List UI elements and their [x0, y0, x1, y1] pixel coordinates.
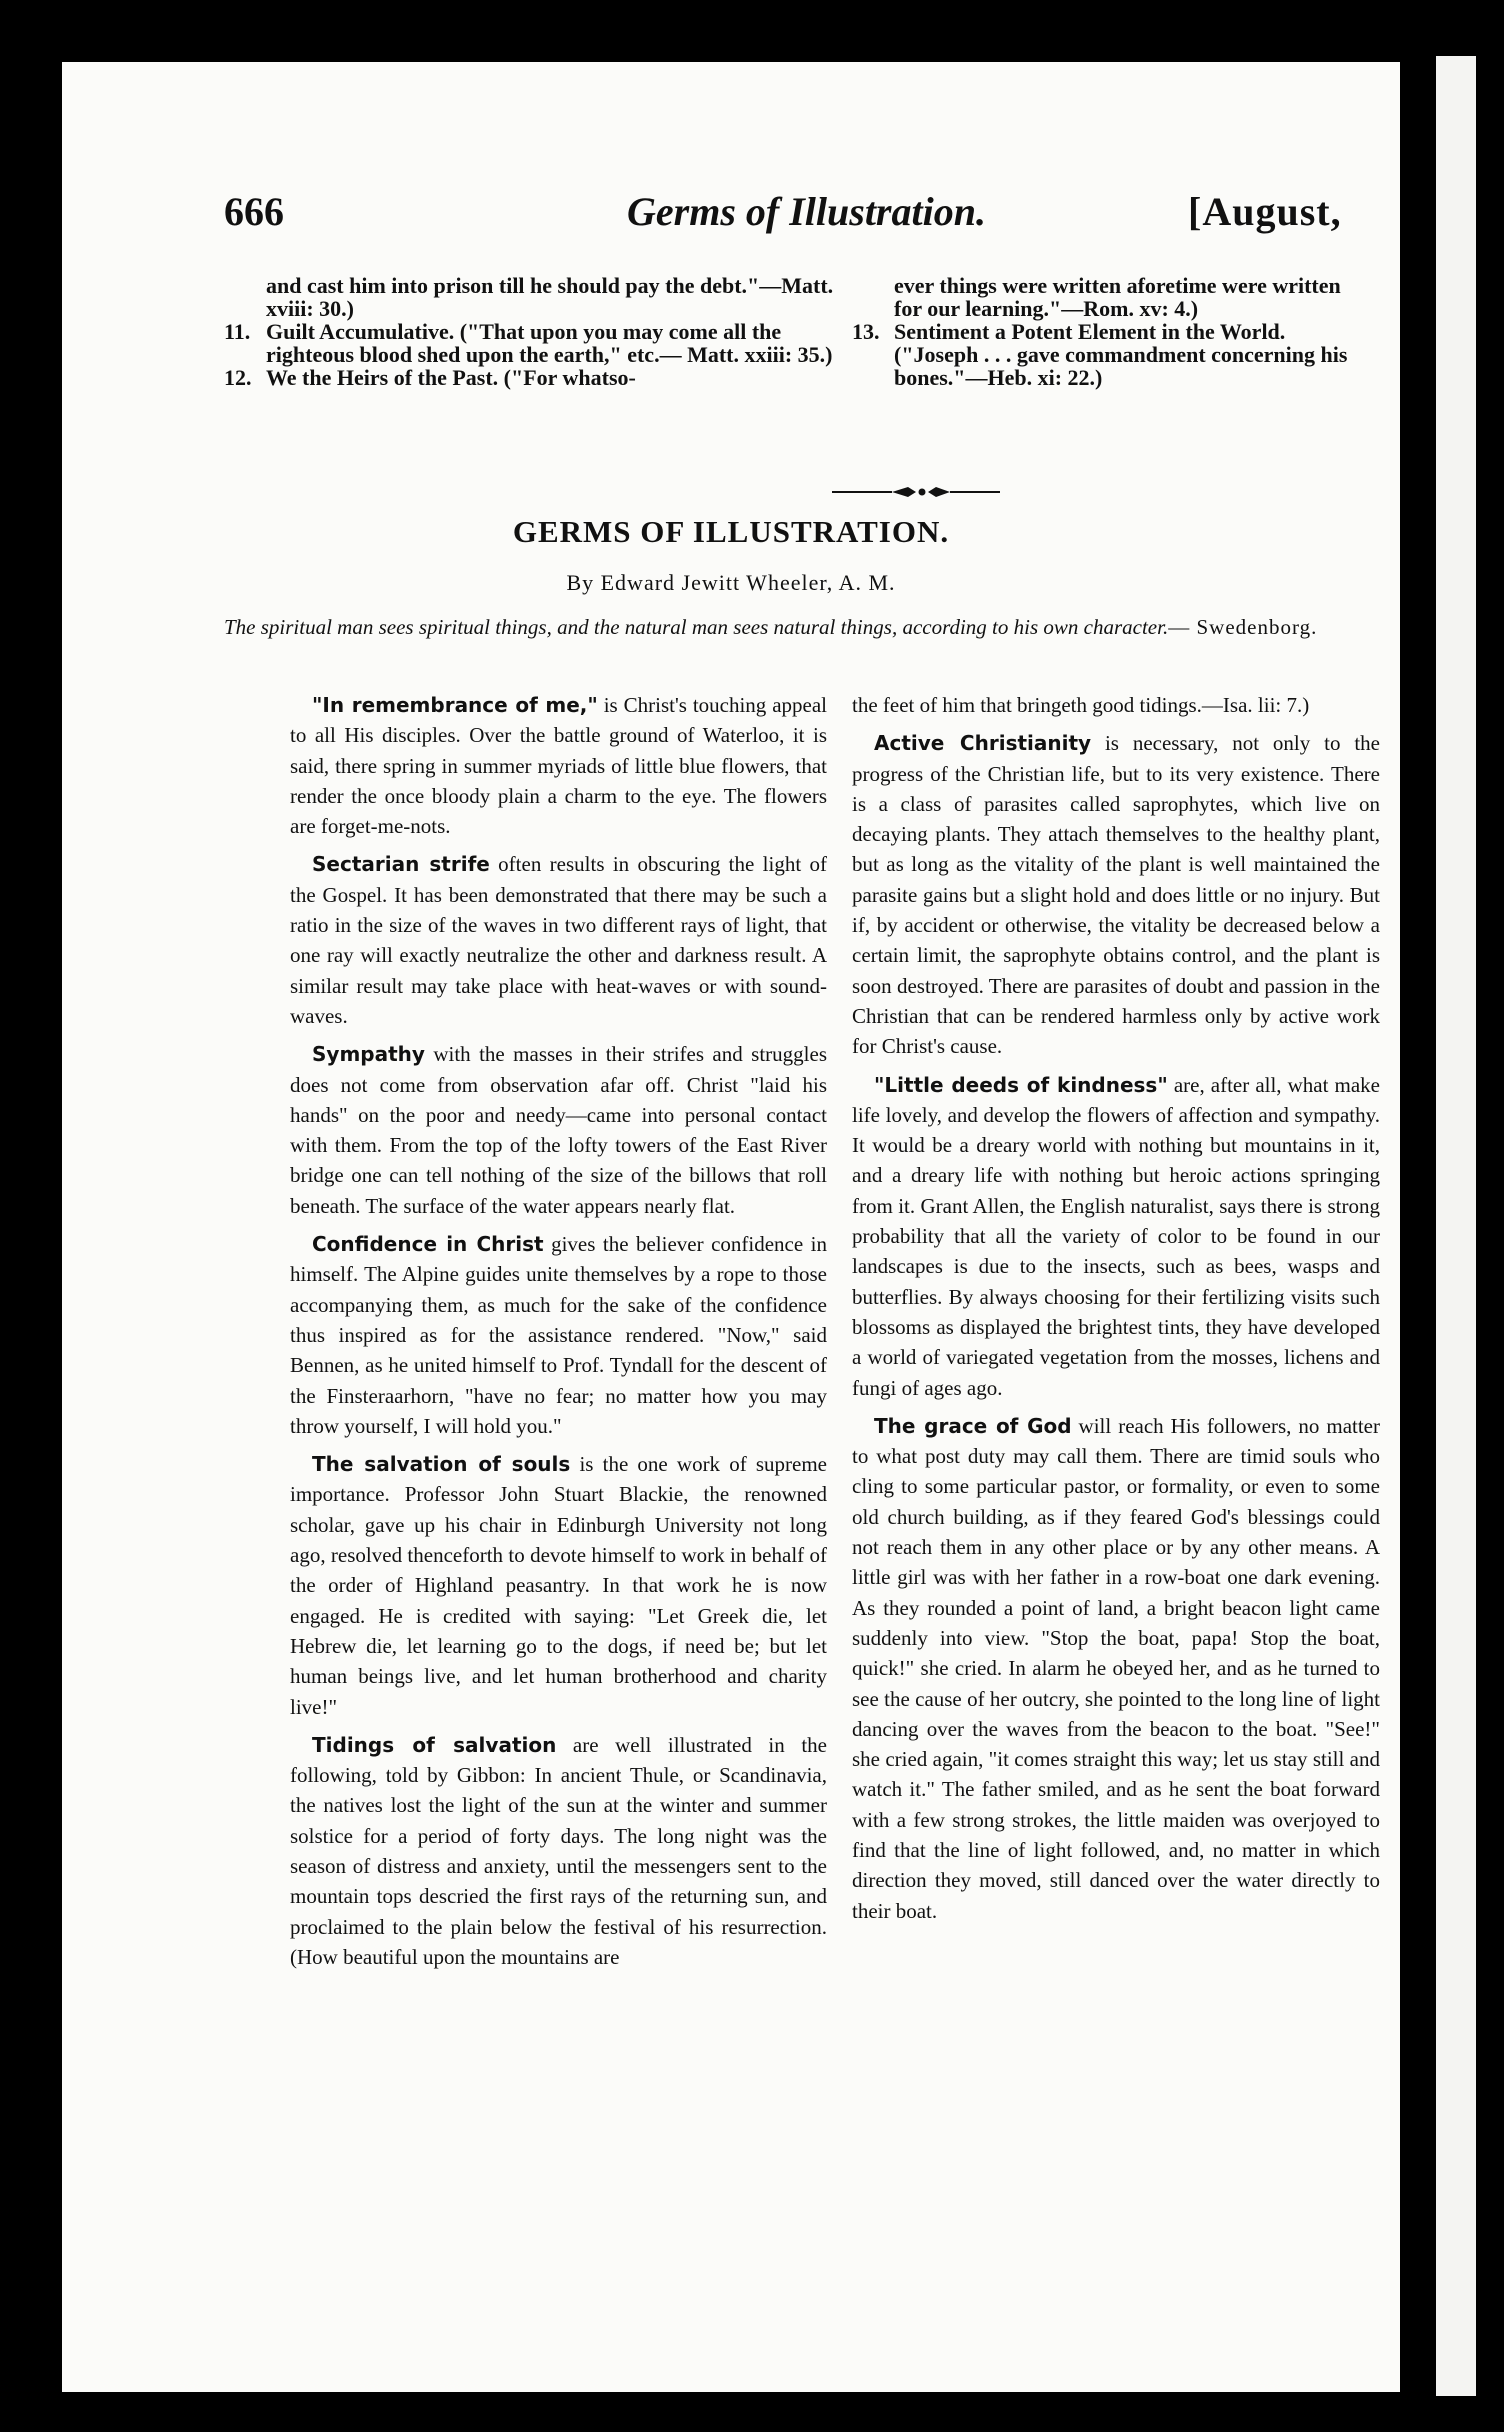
book-page [62, 62, 1400, 2392]
outline-item [224, 274, 834, 320]
paragraph-text: with the masses in their strifes and struggles does not come from observation afar off. Christ "laid his hands" on the poor and needy—came into personal contact with them. From the top of the lofty towers of the East River bridge one can tell nothing of the size of the billows that roll beneath. The surface of the water appears nearly flat. [290, 1042, 827, 1218]
sermon-outline-list-left [224, 274, 834, 389]
paragraph-text: is the one work of supreme importance. Professor John Stuart Blackie, the renowned scholar, gave up his chair in Edinburgh University not long ago, resolved thenceforth to devote himself to work in behalf of the order of Highland peasantry. In that work he is now engaged. He is credited with saying: "Let Greek die, let Hebrew die, let learning go to the dogs, if need be; but let human beings live, and let human brotherhood and charity live!" [290, 1452, 827, 1719]
continued-paragraph: the feet of him that bringeth good tidings.—Isa. lii: 7.) [852, 693, 1310, 717]
illustration-paragraph [290, 849, 827, 1031]
illustration-paragraph [852, 1411, 1380, 1926]
illustration-paragraph [290, 690, 827, 841]
page-header [62, 188, 1400, 258]
paragraph-keyword: Sympathy [312, 1042, 425, 1067]
outline-item-text: Sentiment a Potent Element in the World. ("Joseph . . . gave commandment concerning his bones."—Heb. xi: 22.) [894, 319, 1348, 390]
outline-item [852, 274, 1372, 320]
epigraph [224, 610, 1374, 644]
paragraph-text: gives the believer confidence in himself. The Alpine guides unite themselves by a rope to those accompanying them, as much for the sake of the confidence thus inspired as for the assistance rendered. "Now," said Bennen, as he united himself to Prof. Tyndall for the descent of the Finsteraarhorn, "have no fear; no matter how you may throw yourself, I will hold you." [290, 1232, 828, 1438]
article-title: GERMS OF ILLUSTRATION. [512, 514, 950, 549]
paragraph-text: will reach His followers, no matter to what post duty may call them. There are timid souls who cling to some particular pastor, or formality, or even to some old church building, as if they feared God's blessings could not reach them in any other place or by any other means. A little girl was with her father in a row-boat one dark evening. As they rounded a point of land, a bright beacon light came suddenly into view. "Stop the boat, papa! Stop the boat, quick!" she cried. In alarm he obeyed her, and as he turned to see the cause of her outcry, she pointed to the long line of light dancing over the waves from the beacon to the boat. "See!" she cried again, "it comes straight this way; let us stay still and watch it." The father smiled, and as he sent the boat forward with a few strong strokes, the little maiden was overjoyed to find that the line of light followed, and, no matter in which direction they moved, still danced over the water directly to their boat. [852, 1413, 1380, 1923]
outline-item-number: 13. [852, 319, 880, 344]
outline-item-text: We the Heirs of the Past. ("For whatso- [266, 365, 636, 390]
left-text-column [290, 690, 827, 1980]
epigraph-quote: The spiritual man sees spiritual things, and the natural man sees natural things, according to his own character. [224, 615, 1169, 639]
outline-item-number: 11. [224, 319, 251, 344]
illustration-paragraph [290, 1730, 827, 1972]
illustration-paragraph [290, 1229, 827, 1441]
outline-item [224, 320, 834, 366]
sermon-outline-list-right [852, 274, 1372, 389]
outline-item-text: and cast him into prison till he should pay the debt."—Matt. xviii: 30.) [266, 273, 834, 321]
paragraph-text: are, after all, what make life lovely, and develop the flowers of affection and sympathy. It would be a dreary world with nothing but mountains in it, and a dreary life with nothing but heroic actions springing from it. Grant Allen, the English naturalist, says there is strong probability that all the variety of color to be found in our landscapes is due to the insects, such as bees, wasps and butterflies. By always choosing for their fertilizing visits such blossoms as displayed the brightest tints, they have developed a world of variegated vegetation from the mosses, lichens and fungi of ages ago. [852, 1072, 1380, 1400]
page-number: 666 [224, 189, 284, 234]
paragraph-keyword: Confidence in Christ [312, 1232, 544, 1257]
paragraph-text: often results in obscuring the light of the Gospel. It has been demonstrated that there may be such a ratio in the size of the waves in two different rays of light, that one ray will exactly neutralize the other and darkness result. A similar result may take place with heat-waves or with sound-waves. [290, 852, 827, 1028]
illustration-paragraph [852, 1070, 1380, 1403]
paragraph-keyword: "In remembrance of me," [312, 693, 598, 717]
paragraph-keyword: The grace of God [874, 1413, 1072, 1438]
illustration-paragraph [290, 1039, 827, 1221]
paragraph-keyword: Active Christianity [874, 731, 1092, 756]
paragraph-keyword: Sectarian strife [312, 852, 490, 877]
outline-item-number: 12. [224, 365, 252, 390]
paragraph-keyword: "Little deeds of kindness" [874, 1072, 1168, 1097]
paragraph-text: are well illustrated in the following, told by Gibbon: In ancient Thule, or Scandinavia, the natives lost the light of the sun at the winter and summer solstice for a period of forty days. The long night was the season of distress and anxiety, until the messengers sent to the mountain tops descried the first rays of the returning sun, and proclaimed to the plain below the festival of his resurrection. (How beautiful upon the mountains are [290, 1732, 827, 1969]
running-title: Germs of Illustration. [627, 189, 986, 234]
running-month: [August, [1188, 189, 1342, 234]
epigraph-author: — Swedenborg. [1168, 615, 1318, 639]
outline-item-text: ever things were written aforetime were written for our learning."—Rom. xv: 4.) [894, 273, 1341, 321]
right-text-column [852, 690, 1380, 1934]
paragraph-text: is necessary, not only to the progress of the Christian life, but to its very existence. There is a class of parasites called saprophytes, which live on decaying plants. They attach themselves to the healthy plant, but as long as the vitality of the plant is well maintained the parasite gains but a slight hold and does little or no injury. But if, by accident or otherwise, the vitality be decreased below a certain limit, the saprophyte obtains control, and the plant is soon destroyed. There are parasites of doubt and passion in the Christian that can be rendered harmless only by active work for Christ's cause. [852, 731, 1380, 1059]
paragraph-text: is Christ's touching appeal to all His disciples. Over the battle ground of Waterloo, it is said, there spring in summer myriads of little blue flowers, that render the once bloody plain a charm to the eye. The flowers are forget-me-nots. [290, 693, 828, 839]
ornamental-divider [832, 486, 1000, 498]
adjacent-page-edge [1436, 56, 1476, 2396]
outline-item [224, 366, 834, 389]
outline-item-text: Guilt Accumulative. ("That upon you may come all the righteous blood shed upon the earth," etc.— Matt. xxiii: 35.) [266, 319, 833, 367]
article-byline: By Edward Jewitt Wheeler, A. M. [566, 570, 896, 595]
illustration-paragraph [290, 1449, 827, 1722]
illustration-paragraph [852, 728, 1380, 1061]
outline-item [852, 320, 1372, 389]
paragraph-keyword: The salvation of souls [312, 1452, 571, 1477]
paragraph-keyword: Tidings of salvation [312, 1732, 557, 1757]
